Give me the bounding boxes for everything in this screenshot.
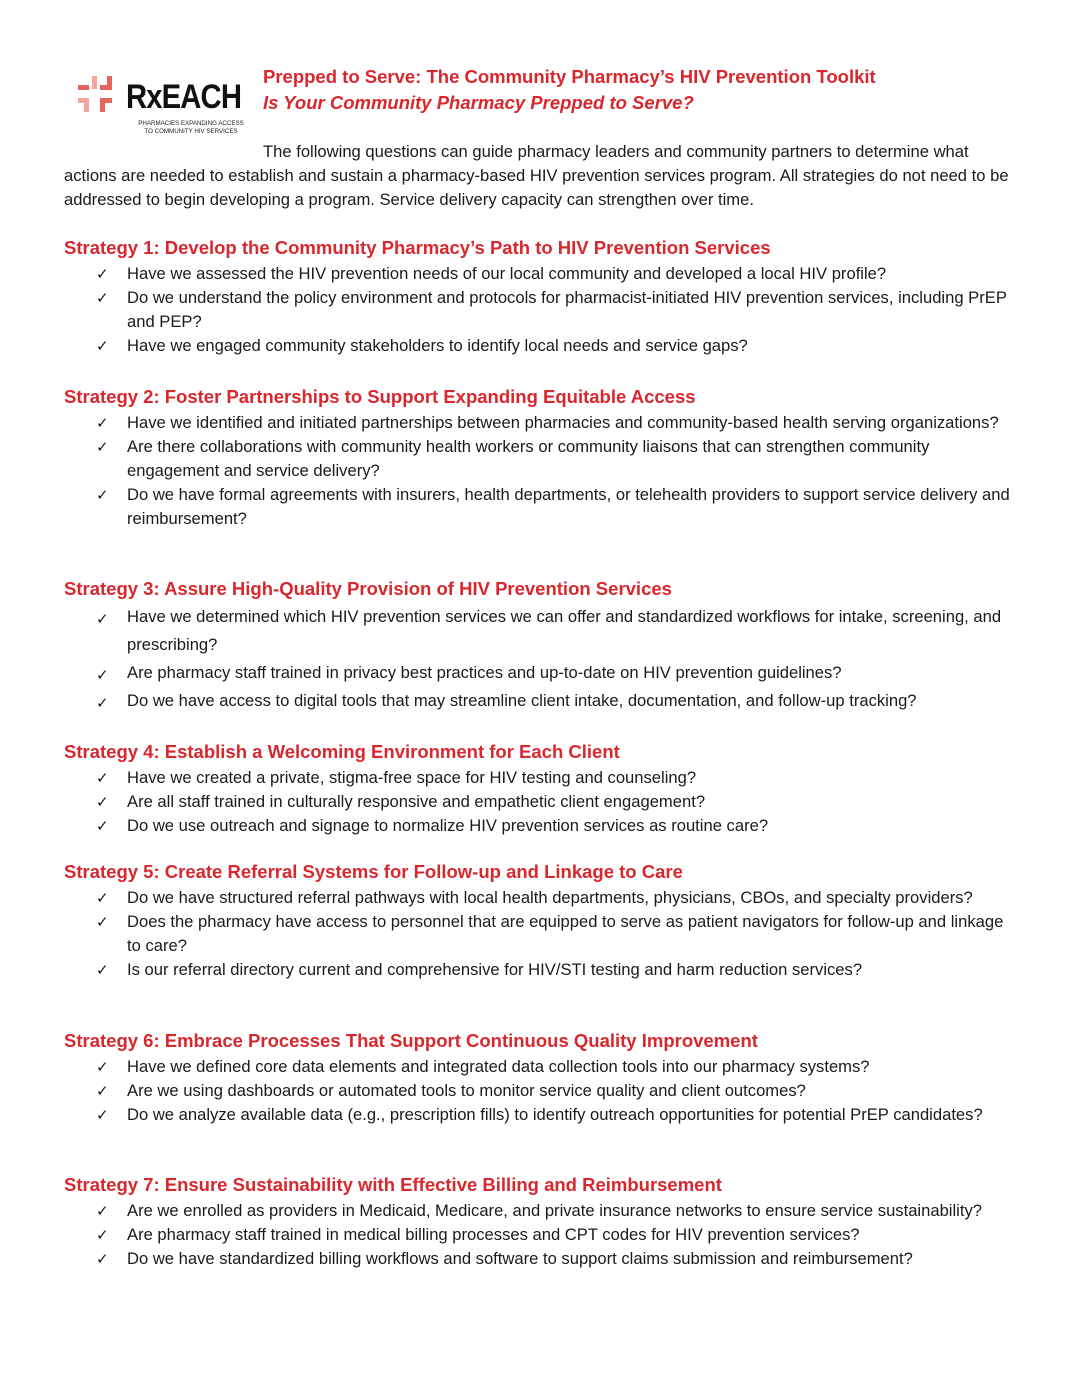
strategy-5-title: Strategy 5: Create Referral Systems for Follow-up and Linkage to Care <box>64 861 683 882</box>
checkmark-icon: ✓ <box>96 769 109 787</box>
strategy-2-title: Strategy 2: Foster Partnerships to Support Expanding Equitable Access <box>64 386 696 407</box>
checkmark-icon: ✓ <box>96 889 109 907</box>
checkmark-icon: ✓ <box>96 486 109 504</box>
strategy-1-title: Strategy 1: Develop the Community Pharmacy’s Path to HIV Prevention Services <box>64 237 771 258</box>
checkmark-icon: ✓ <box>96 337 109 355</box>
checklist-item: ✓ Do we have structured referral pathways with local health departments, physicians, CBOs, and specialty providers? <box>64 886 1014 910</box>
checklist-item: ✓ Do we have standardized billing workflows and software to support claims submission and reimbursement? <box>64 1247 1014 1271</box>
checklist-item: ✓ Do we have formal agreements with insurers, health departments, or telehealth providers to support service delivery and reimbursement? <box>96 485 1010 528</box>
checklist-item: ✓ Are we enrolled as providers in Medicaid, Medicare, and private insurance networks to ensure service sustainability? <box>64 1199 1014 1223</box>
strategy-7-title: Strategy 7: Ensure Sustainability with Effective Billing and Reimbursement <box>64 1174 722 1195</box>
strategy-4-section <box>64 739 1014 838</box>
plus-cross-icon <box>76 76 126 120</box>
checklist-item: ✓ Is our referral directory current and comprehensive for HIV/STI testing and harm reduction services? <box>64 958 1014 982</box>
checkmark-icon: ✓ <box>96 913 109 931</box>
checkmark-icon: ✓ <box>96 414 109 432</box>
checkmark-icon: ✓ <box>96 1202 109 1220</box>
strategy-4-title: Strategy 4: Establish a Welcoming Environment for Each Client <box>64 741 620 762</box>
checkmark-icon: ✓ <box>96 961 109 979</box>
strategy-6-section <box>64 1028 1014 1127</box>
checkmark-icon: ✓ <box>96 438 109 456</box>
checklist-item: ✓ Do we analyze available data (e.g., prescription fills) to identify outreach opportunities for potential PrEP candidates? <box>64 1103 1014 1127</box>
strategy-3-title: Strategy 3: Assure High-Quality Provision of HIV Prevention Services <box>64 578 672 599</box>
checklist-item: ✓ Does the pharmacy have access to personnel that are equipped to serve as patient navigators for follow-up and linkage to care? <box>96 912 1004 955</box>
checklist-item: ✓ Are all staff trained in culturally responsive and empathetic client engagement? <box>64 790 1014 814</box>
checkmark-icon: ✓ <box>96 265 109 283</box>
checklist-item: ✓ Are pharmacy staff trained in medical billing processes and CPT codes for HIV prevention services? <box>64 1223 1014 1247</box>
logo-wordmark: RxEACH <box>126 78 242 116</box>
checklist-item: ✓ Have we engaged community stakeholders to identify local needs and service gaps? <box>64 334 1014 358</box>
checkmark-icon: ✓ <box>96 1250 109 1268</box>
logo-tagline: PHARMACIES EXPANDING ACCESS TO COMMUNITY HIV SERVICES <box>138 120 244 135</box>
strategy-7-section <box>64 1172 1014 1271</box>
checklist-item: ✓ Have we assessed the HIV prevention needs of our local community and developed a local HIV profile? <box>64 262 1014 286</box>
strategy-5-section <box>64 859 1014 982</box>
checkmark-icon: ✓ <box>96 1226 109 1244</box>
strategy-2-section <box>64 384 1014 531</box>
checkmark-icon: ✓ <box>96 793 109 811</box>
reach-logo <box>76 76 244 140</box>
checkmark-icon: ✓ <box>96 1106 109 1124</box>
checklist-item: ✓ Have we defined core data elements and integrated data collection tools into our pharmacy systems? <box>64 1055 1014 1079</box>
checklist-item: ✓ Are there collaborations with community health workers or community liaisons that can strengthen community engagement and service delivery? <box>96 437 930 480</box>
strategy-6-title: Strategy 6: Embrace Processes That Support Continuous Quality Improvement <box>64 1030 758 1051</box>
intro-paragraph: The following questions can guide pharmacy leaders and community partners to determine what actions are needed to establish and sustain a pharmacy-based HIV prevention services program. All strategies do not need to be addressed to begin developing a program. Service delivery capacity can strengthen over time. <box>64 142 1009 209</box>
checkmark-icon: ✓ <box>96 610 109 628</box>
page-subtitle: Is Your Community Pharmacy Prepped to Serve? <box>263 92 694 113</box>
checkmark-icon: ✓ <box>96 666 109 684</box>
checkmark-icon: ✓ <box>96 1058 109 1076</box>
header <box>263 64 876 116</box>
checkmark-icon: ✓ <box>96 817 109 835</box>
checklist-item: ✓ Do we understand the policy environment and protocols for pharmacist-initiated HIV prevention services, including PrEP and PEP? <box>96 288 1007 331</box>
checkmark-icon: ✓ <box>96 1082 109 1100</box>
checklist-item: ✓ Are pharmacy staff trained in privacy best practices and up-to-date on HIV prevention guidelines? <box>64 659 1014 687</box>
checklist-item: ✓ Have we identified and initiated partnerships between pharmacies and community-based health serving organizations? <box>64 411 1014 435</box>
checklist-item: ✓ Have we created a private, stigma-free space for HIV testing and counseling? <box>64 766 1014 790</box>
strategy-3-section <box>64 576 1014 715</box>
checklist-item: ✓ Are we using dashboards or automated tools to monitor service quality and client outcomes? <box>64 1079 1014 1103</box>
checklist-item: ✓ Do we use outreach and signage to normalize HIV prevention services as routine care? <box>64 814 1014 838</box>
checklist-item: ✓ Have we determined which HIV prevention services we can offer and standardized workflows for intake, screening, and prescribing? <box>96 607 1002 654</box>
checklist-item: ✓ Do we have access to digital tools that may streamline client intake, documentation, and follow-up tracking? <box>64 687 1014 715</box>
checkmark-icon: ✓ <box>96 694 109 712</box>
checkmark-icon: ✓ <box>96 289 109 307</box>
strategy-1-section <box>64 235 1014 358</box>
page-title: Prepped to Serve: The Community Pharmacy’s HIV Prevention Toolkit <box>263 66 876 87</box>
